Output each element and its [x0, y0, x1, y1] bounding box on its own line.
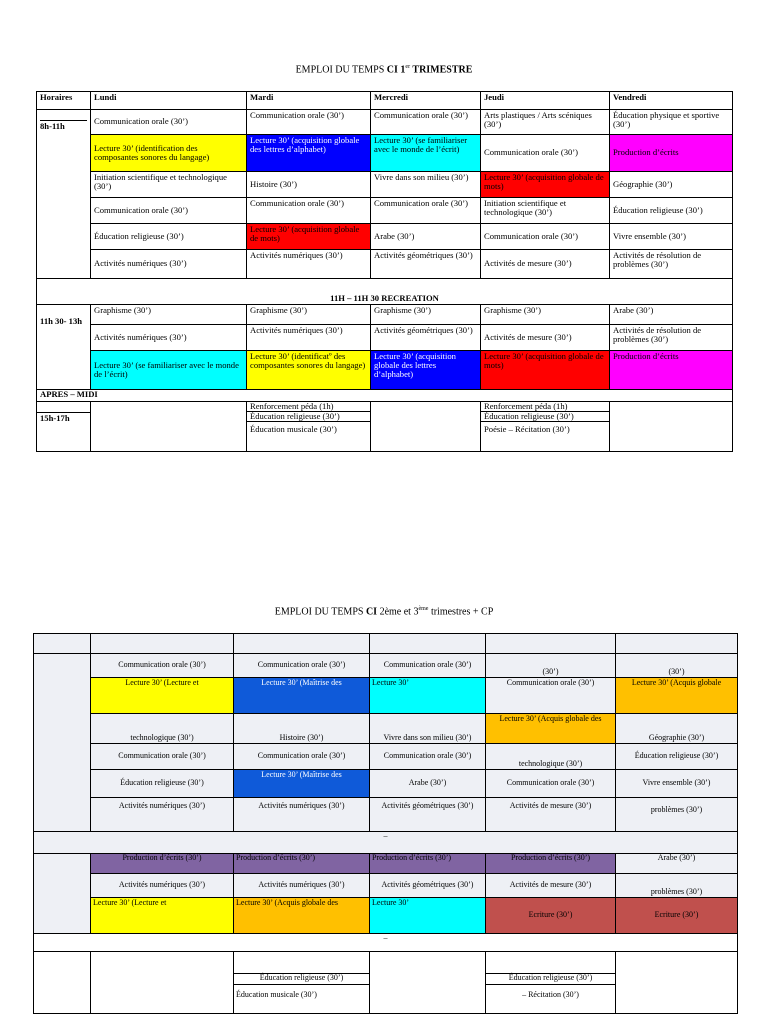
cell: Vivre ensemble (30’)	[610, 224, 733, 250]
cell	[91, 952, 234, 1014]
header-jeudi: Jeudi	[481, 92, 610, 110]
list-item: – Récitation (30’)	[522, 990, 579, 999]
cell: Communication orale (30’)	[370, 654, 486, 678]
cell: Lecture 30’ (Acquis globale des	[234, 898, 370, 934]
cell: Lecture 30’ (acquisition globale de mots)	[481, 351, 610, 390]
cell: Lecture 30’ (Maîtrise des	[234, 678, 370, 714]
header-cell	[34, 634, 91, 654]
cell: Communication orale (30’)	[371, 198, 481, 224]
cell: Activités numériques (30’)	[91, 798, 234, 832]
cell: Géographie (30’)	[616, 714, 738, 744]
cell-afternoon-jeudi	[486, 952, 616, 1014]
cell-afternoon-jeudi	[481, 402, 610, 452]
cell: Activités de mesure (30’)	[481, 250, 610, 279]
cell: Communication orale (30’)	[481, 224, 610, 250]
header-horaires: Horaires	[37, 92, 91, 110]
cell: Éducation physique et sportive (30’)	[610, 110, 733, 135]
cell: Activités géométriques (30’)	[370, 798, 486, 832]
cell: Ecriture (30’)	[486, 898, 616, 934]
cell: (30’)	[616, 654, 738, 678]
cell: Communication orale (30’)	[91, 198, 247, 224]
cell: Activités géométriques (30’)	[371, 325, 481, 351]
cell	[610, 402, 733, 452]
cell: Lecture 30’ (Lecture et	[91, 898, 234, 934]
header-mardi: Mardi	[247, 92, 371, 110]
cell: Activités numériques (30’)	[91, 250, 247, 279]
list-item: Éducation religieuse (30’)	[247, 412, 370, 422]
cell: Lecture 30’ (identification des composantes sonores du langage)	[91, 135, 247, 172]
cell: (30’)	[486, 654, 616, 678]
cell: Production d’écrits (30’)	[234, 854, 370, 874]
header-cell	[616, 634, 738, 654]
cell: Activités de mesure (30’)	[481, 325, 610, 351]
cell: Initiation scientifique et technologique (30’)	[91, 172, 247, 198]
cell: Lecture 30’ (se familiariser avec le monde de l’écrit)	[371, 135, 481, 172]
cell: Histoire (30’)	[234, 714, 370, 744]
cell: Lecture 30’ (Acquis globale	[616, 678, 738, 714]
cell: Arabe (30’)	[610, 305, 733, 325]
cell: Activités numériques (30’)	[234, 798, 370, 832]
cell: Production d’écrits	[610, 135, 733, 172]
cell: Activités géométriques (30’)	[370, 874, 486, 898]
table2-title: EMPLOI DU TEMPS CI 2ème et 3ème trimestres + CP	[274, 606, 494, 618]
cell: technologique (30’)	[91, 714, 234, 744]
cell: Graphisme (30’)	[371, 305, 481, 325]
cell: technologique (30’)	[486, 744, 616, 770]
cell: Lecture 30’	[370, 678, 486, 714]
list-item: Éducation religieuse (30’)	[486, 973, 615, 985]
cell-afternoon-mardi	[247, 402, 371, 452]
cell: Éducation religieuse (30’)	[91, 224, 247, 250]
cell: Arabe (30’)	[371, 224, 481, 250]
cell: Lecture 30’ (Maîtrise des	[234, 770, 370, 798]
cell: Initiation scientifique et technologique (30’)	[481, 198, 610, 224]
cell: Graphisme (30’)	[91, 305, 247, 325]
cell: Production d’écrits (30’)	[370, 854, 486, 874]
cell: Communication orale (30’)	[234, 654, 370, 678]
list-item: Poésie – Récitation (30’)	[484, 424, 570, 435]
cell: Arabe (30’)	[616, 854, 738, 874]
list-item: Renforcement péda (1h)	[481, 402, 609, 412]
table1-title: EMPLOI DU TEMPS CI 1er TRIMESTRE	[295, 64, 473, 76]
cell: Activités numériques (30’)	[247, 250, 371, 279]
list-item: Éducation religieuse (30’)	[481, 412, 609, 422]
cell: Histoire (30’)	[247, 172, 371, 198]
header-cell	[486, 634, 616, 654]
cell: Graphisme (30’)	[481, 305, 610, 325]
list-item: Éducation musicale (30’)	[250, 424, 337, 435]
apres-midi-row: APRES – MIDI	[37, 390, 733, 402]
cell: Activités numériques (30’)	[234, 874, 370, 898]
cell: Production d’écrits (30’)	[486, 854, 616, 874]
cell: Éducation religieuse (30’)	[91, 770, 234, 798]
cell	[91, 402, 247, 452]
cell: Production d’écrits (30’)	[91, 854, 234, 874]
cell	[371, 402, 481, 452]
header-cell	[91, 634, 234, 654]
cell: Communication orale (30’)	[91, 744, 234, 770]
list-item: Renforcement péda (1h)	[247, 402, 370, 412]
header-cell	[370, 634, 486, 654]
cell: Activités de mesure (30’)	[486, 798, 616, 832]
cell: Communication orale (30’)	[91, 110, 247, 135]
apres-midi-row: –	[34, 934, 738, 952]
cell: Éducation religieuse (30’)	[610, 198, 733, 224]
cell: Géographie (30’)	[610, 172, 733, 198]
cell: Communication orale (30’)	[371, 110, 481, 135]
cell: Lecture 30’	[370, 898, 486, 934]
time-slot-afternoon: 15h-17h	[37, 402, 91, 452]
cell: Lecture 30’ (se familiariser avec le monde de l’écrit)	[91, 351, 247, 390]
cell: Communication orale (30’)	[247, 110, 371, 135]
cell: Vivre ensemble (30’)	[616, 770, 738, 798]
cell: Activités numériques (30’)	[91, 874, 234, 898]
cell: Activités numériques (30’)	[247, 325, 371, 351]
cell: Activités de résolution de problèmes (30’)	[610, 325, 733, 351]
cell-afternoon-mardi	[234, 952, 370, 1014]
cell: Lecture 30’ (Lecture et	[91, 678, 234, 714]
cell: Production d’écrits	[610, 351, 733, 390]
cell: Lecture 30’ (acquisition globale de mots)	[247, 224, 371, 250]
cell: Communication orale (30’)	[486, 678, 616, 714]
cell: Activités de résolution de problèmes (30’)	[610, 250, 733, 279]
cell: Communication orale (30’)	[247, 198, 371, 224]
cell: Communication orale (30’)	[481, 135, 610, 172]
cell	[616, 952, 738, 1014]
cell: Activités géométriques (30’)	[371, 250, 481, 279]
time-slot-afternoon	[34, 952, 91, 1014]
list-item: Éducation musicale (30’)	[236, 990, 317, 999]
cell: Lecture 30’ (acquisition globale des lettres d’alphabet)	[247, 135, 371, 172]
cell: Vivre dans son milieu (30’)	[371, 172, 481, 198]
cell: Communication orale (30’)	[234, 744, 370, 770]
cell: Activités numériques (30’)	[91, 325, 247, 351]
timetable-trimester-1	[36, 91, 733, 452]
recreation-row: 11H – 11H 30 RECREATION	[37, 279, 733, 305]
cell: problèmes (30’)	[616, 874, 738, 898]
cell: Ecriture (30’)	[616, 898, 738, 934]
cell: Graphisme (30’)	[247, 305, 371, 325]
cell	[370, 952, 486, 1014]
cell: Communication orale (30’)	[91, 654, 234, 678]
header-mercredi: Mercredi	[371, 92, 481, 110]
header-lundi: Lundi	[91, 92, 247, 110]
cell: Lecture 30’ (acquisition globale des lettres d’alphabet)	[371, 351, 481, 390]
cell: Vivre dans son milieu (30’)	[370, 714, 486, 744]
cell: Communication orale (30’)	[370, 744, 486, 770]
cell: problèmes (30’)	[616, 798, 738, 832]
timetable-trimesters-2-3	[33, 633, 738, 1014]
cell: Éducation religieuse (30’)	[616, 744, 738, 770]
cell: Arts plastiques / Arts scéniques (30’)	[481, 110, 610, 135]
header-cell	[234, 634, 370, 654]
cell: Lecture 30’ (Acquis globale des	[486, 714, 616, 744]
header-vendredi: Vendredi	[610, 92, 733, 110]
cell: Arabe (30’)	[370, 770, 486, 798]
time-slot-morning: 8h-11h	[37, 110, 91, 279]
time-slot-late-morning: 11h 30- 13h	[37, 305, 91, 390]
list-item: Éducation religieuse (30’)	[234, 973, 369, 985]
cell: Lecture 30’ (acquisition globale de mots)	[481, 172, 610, 198]
cell: Communication orale (30’)	[486, 770, 616, 798]
recreation-row: –	[34, 832, 738, 854]
time-slot-late-morning	[34, 854, 91, 934]
cell: Activités de mesure (30’)	[486, 874, 616, 898]
time-slot-morning	[34, 654, 91, 832]
cell: Lecture 30’ (identificatº des composantes sonores du langage)	[247, 351, 371, 390]
